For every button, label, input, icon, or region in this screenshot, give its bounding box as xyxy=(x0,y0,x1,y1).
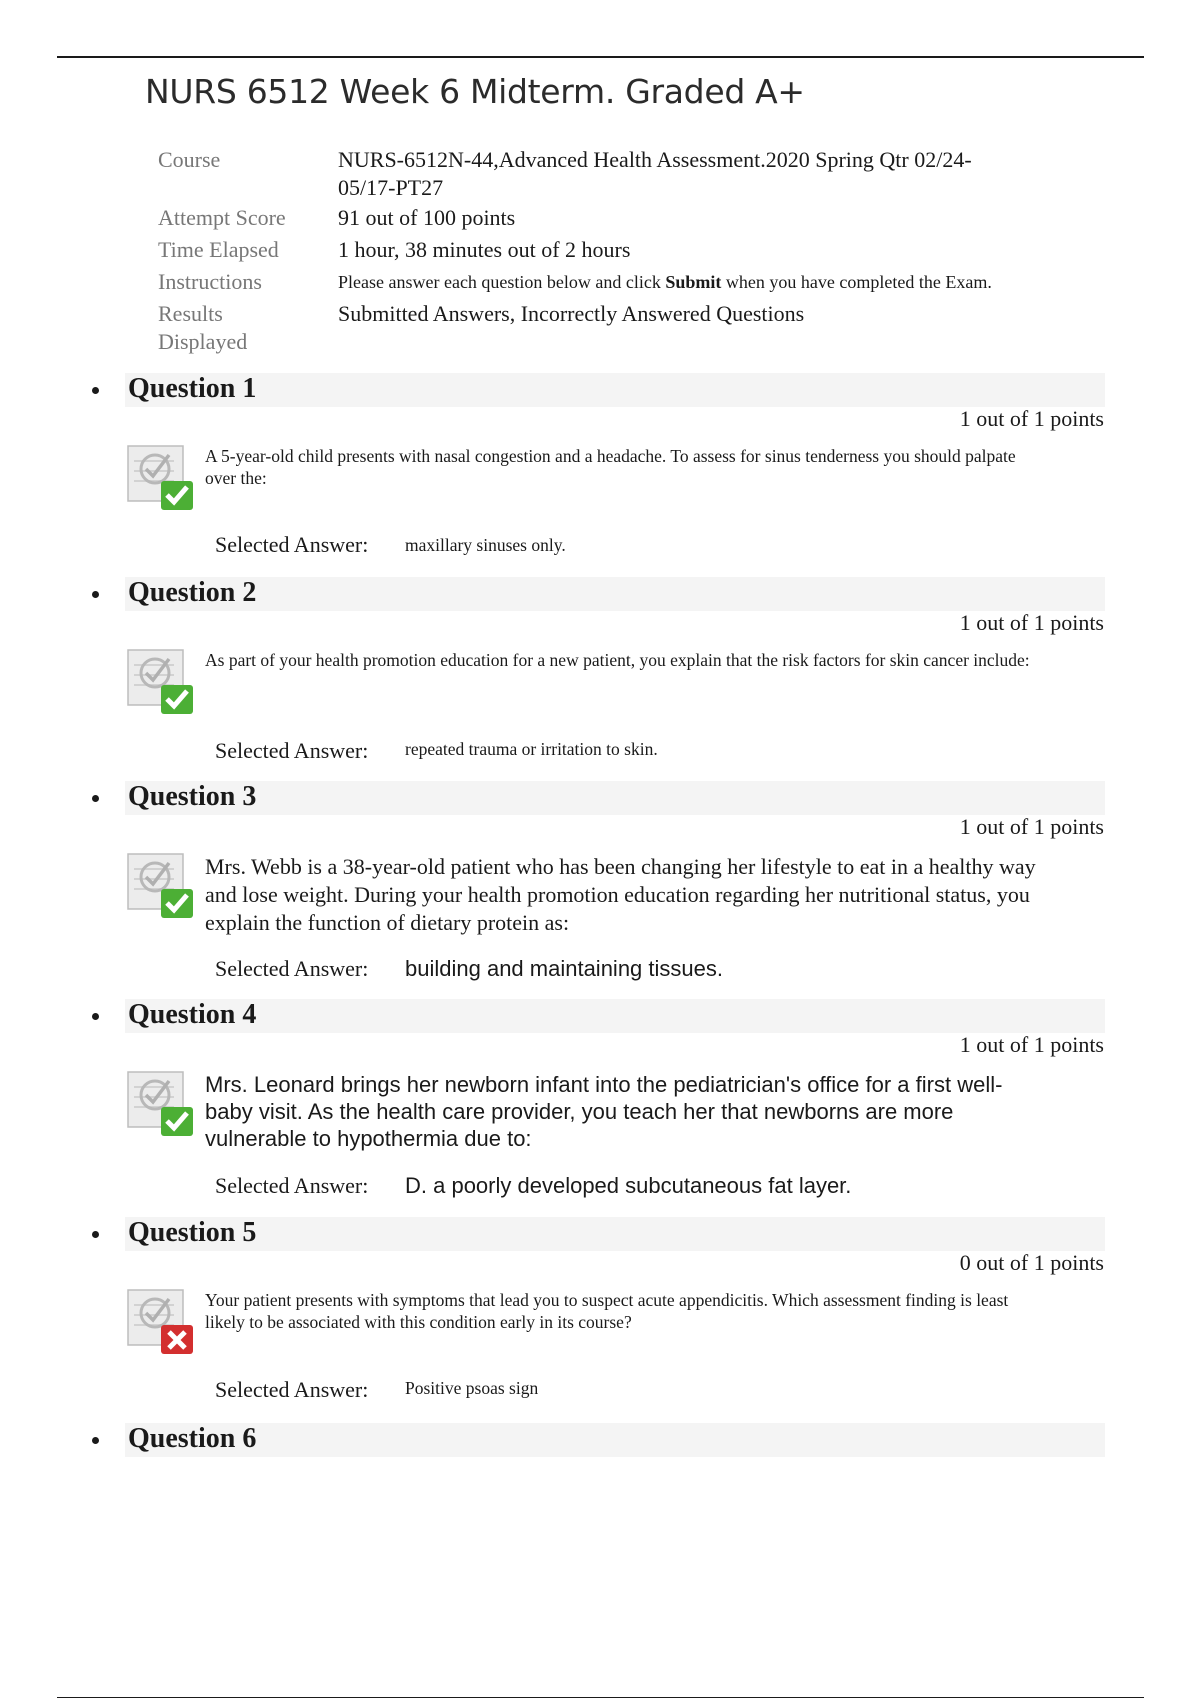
meta-label: Course xyxy=(158,147,221,172)
selected-answer-value: D. a poorly developed subcutaneous fat layer. xyxy=(405,1173,852,1198)
bullet xyxy=(92,795,99,802)
correct-answer-icon xyxy=(126,443,196,513)
bottom-rule xyxy=(57,1697,1144,1698)
question-text: Mrs. Leonard brings her newborn infant into the pediatrician's office for a first well-baby visit. As the health care provider, you teach her that newborns are more vulnerable to hypothermia due to: xyxy=(205,1072,1003,1151)
question-header-band xyxy=(125,577,1105,611)
meta-label: Results Displayed xyxy=(158,301,248,354)
meta-label: Attempt Score xyxy=(158,205,286,230)
question-points: 0 out of 1 points xyxy=(959,1250,1104,1275)
meta-row-instructions xyxy=(158,268,1098,296)
meta-value: NURS-6512N-44,Advanced Health Assessment.2020 Spring Qtr 02/24-05/17-PT27 xyxy=(338,147,972,200)
meta-label: Time Elapsed xyxy=(158,237,279,262)
bullet xyxy=(92,1013,99,1020)
question-title: Question 2 xyxy=(128,577,257,608)
question-title: Question 6 xyxy=(128,1423,257,1454)
question-title: Question 5 xyxy=(128,1217,257,1248)
question-title: Question 4 xyxy=(128,999,257,1030)
bullet xyxy=(92,1437,99,1444)
selected-answer-label: Selected Answer: xyxy=(215,956,369,981)
selected-answer-value: building and maintaining tissues. xyxy=(405,956,723,981)
correct-answer-icon xyxy=(126,1069,196,1139)
question-header-band xyxy=(125,999,1105,1033)
meta-value: 91 out of 100 points xyxy=(338,205,516,230)
bullet xyxy=(92,591,99,598)
bullet xyxy=(92,387,99,394)
question-title: Question 1 xyxy=(128,373,257,404)
document-title: NURS 6512 Week 6 Midterm. Graded A+ xyxy=(145,72,805,111)
correct-answer-icon xyxy=(126,851,196,921)
question-points: 1 out of 1 points xyxy=(959,1032,1104,1057)
question-text: A 5-year-old child presents with nasal congestion and a headache. To assess for sinus tenderness you should palpate over the: xyxy=(205,446,1016,488)
bullet xyxy=(92,1231,99,1238)
meta-row-results-displayed xyxy=(158,300,1098,356)
meta-label: Instructions xyxy=(158,269,262,294)
meta-row-attempt-score xyxy=(158,204,1098,232)
question-header-band xyxy=(125,1217,1105,1251)
incorrect-answer-icon xyxy=(126,1287,196,1357)
meta-value xyxy=(338,268,1098,296)
selected-answer-label: Selected Answer: xyxy=(215,532,369,557)
meta-row-time-elapsed xyxy=(158,236,1098,264)
meta-value: Submitted Answers, Incorrectly Answered Questions xyxy=(338,301,805,326)
question-text: As part of your health promotion education for a new patient, you explain that the risk factors for skin cancer include: xyxy=(205,650,1030,670)
question-text: Mrs. Webb is a 38-year-old patient who has been changing her lifestyle to eat in a healthy way and lose weight. During your health promotion education regarding her nutritional status, you explain the function of dietary protein as: xyxy=(205,854,1036,935)
meta-row-course xyxy=(158,146,1098,202)
question-header-band xyxy=(125,1423,1105,1457)
question-points: 1 out of 1 points xyxy=(959,814,1104,839)
selected-answer-label: Selected Answer: xyxy=(215,738,369,763)
question-header-band xyxy=(125,781,1105,815)
question-title: Question 3 xyxy=(128,781,257,812)
selected-answer-label: Selected Answer: xyxy=(215,1377,369,1402)
selected-answer-label: Selected Answer: xyxy=(215,1173,369,1198)
question-points: 1 out of 1 points xyxy=(959,610,1104,635)
selected-answer-value: maxillary sinuses only. xyxy=(405,535,566,555)
correct-answer-icon xyxy=(126,647,196,717)
submit-keyword: Submit xyxy=(665,272,722,292)
question-header-band xyxy=(125,373,1105,407)
question-text: Your patient presents with symptoms that lead you to suspect acute appendicitis. Which assessment finding is least likely to be associated with this condition early in its course? xyxy=(205,1290,1009,1332)
instructions-text: Please answer each question below and click xyxy=(338,272,666,292)
instructions-text-end: when you have completed the Exam. xyxy=(721,272,992,292)
selected-answer-value: Positive psoas sign xyxy=(405,1378,539,1398)
question-points: 1 out of 1 points xyxy=(959,406,1104,431)
meta-value: 1 hour, 38 minutes out of 2 hours xyxy=(338,237,631,262)
top-rule xyxy=(57,56,1144,58)
attempt-details xyxy=(158,146,1098,356)
selected-answer-value: repeated trauma or irritation to skin. xyxy=(405,739,658,759)
